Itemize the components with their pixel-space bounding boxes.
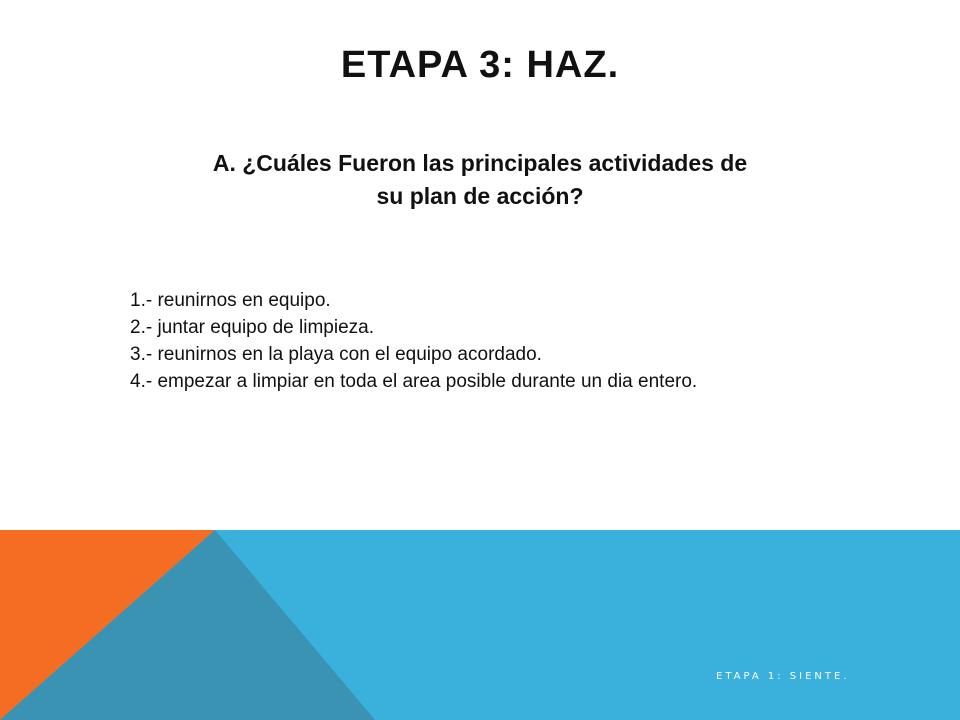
activities-list [130, 287, 930, 395]
decorative-footer-band [0, 530, 960, 720]
list-item: 2.- juntar equipo de limpieza. [130, 317, 374, 338]
question-line-2: su plan de acción? [376, 183, 584, 209]
list-item: 3.- reunirnos en la playa con el equipo acordado. [130, 344, 542, 365]
question-text [150, 147, 810, 213]
list-item: 1.- reunirnos en equipo. [130, 290, 331, 311]
slide-title: ETAPA 3: HAZ. [340, 44, 620, 86]
footer-label: ETAPA 1: SIENTE. [716, 671, 850, 682]
question-line-1: A. ¿Cuáles Fueron las principales actividades de [212, 150, 748, 176]
list-item: 4.- empezar a limpiar en toda el area posible durante un dia entero. [130, 371, 698, 392]
